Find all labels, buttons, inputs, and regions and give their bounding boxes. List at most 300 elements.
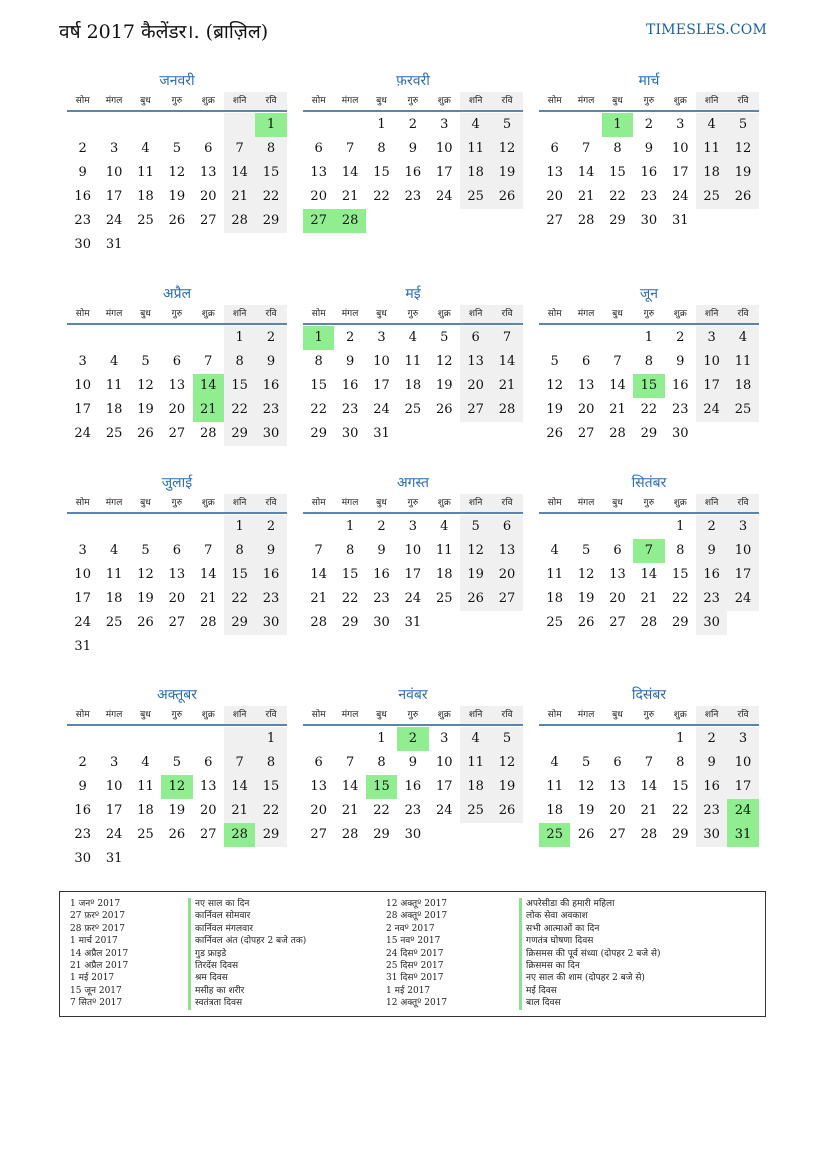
weekday-label: गुरु	[643, 96, 655, 106]
day-cell: 10	[105, 779, 123, 794]
day-cell: 19	[727, 161, 758, 185]
month-name: जून	[639, 286, 659, 302]
weekday-label: रवि	[491, 706, 522, 724]
day-cell: 7	[613, 354, 622, 369]
day-cell: 21	[199, 591, 217, 606]
weekday-label: गुरु	[171, 710, 183, 720]
day-cell: 5	[172, 755, 181, 770]
day-cell: 16	[74, 189, 91, 204]
day-cell: 6	[581, 354, 591, 369]
weekday-label: शुक्र	[673, 309, 687, 319]
holiday-day-cell: 2	[397, 727, 428, 751]
day-cell: 4	[550, 543, 559, 558]
weekday-header	[67, 494, 287, 514]
day-cell: 6	[460, 326, 491, 350]
day-cell: 27	[491, 587, 522, 611]
day-cell: 31	[105, 237, 123, 252]
holiday-day-cell: 1	[255, 113, 286, 137]
day-cell: 14	[640, 779, 658, 794]
weekday-label: शुक्र	[437, 309, 451, 319]
day-cell: 20	[310, 189, 327, 204]
month-name: अक्तूबर	[157, 687, 197, 703]
day-cell: 8	[644, 354, 653, 369]
empty-cell	[67, 515, 98, 539]
day-cell: 3	[109, 755, 119, 770]
day-cell: 19	[137, 402, 154, 417]
weekday-label: बुध	[376, 96, 387, 106]
holiday-name: सभी आत्माओं का दिन	[519, 923, 661, 935]
day-cell: 5	[440, 330, 449, 345]
weekday-label: बुध	[376, 309, 387, 319]
empty-cell	[303, 113, 334, 137]
day-cell: 15	[310, 378, 327, 393]
day-cell: 30	[671, 426, 689, 441]
day-cell: 18	[546, 591, 563, 606]
day-cell: 29	[224, 422, 255, 446]
day-cell: 5	[141, 543, 150, 558]
day-cell: 31	[671, 213, 689, 228]
weekday-header	[303, 92, 523, 112]
weekday-header	[303, 706, 523, 726]
day-cell: 18	[460, 775, 491, 799]
day-cell: 16	[696, 775, 727, 799]
day-cell: 25	[546, 615, 563, 630]
weekday-label: सोम	[75, 498, 90, 508]
day-cell: 3	[440, 731, 449, 746]
day-cell: 26	[491, 185, 522, 209]
day-cell: 28	[491, 398, 522, 422]
day-cell: 17	[435, 779, 453, 794]
day-cell: 3	[408, 519, 417, 534]
empty-cell	[570, 727, 601, 751]
day-cell: 13	[609, 567, 626, 582]
holiday-dates-column-2	[386, 898, 447, 1010]
day-cell: 16	[341, 378, 359, 393]
month-name: सितंबर	[631, 475, 667, 491]
day-cell: 18	[435, 567, 453, 582]
day-grid	[539, 515, 759, 635]
day-cell: 7	[345, 755, 355, 770]
day-cell: 24	[727, 587, 758, 611]
day-cell: 27	[460, 398, 491, 422]
day-cell: 9	[377, 543, 386, 558]
holiday-day-cell: 7	[633, 539, 664, 563]
day-cell: 3	[676, 117, 685, 132]
day-cell: 5	[491, 113, 522, 137]
day-grid	[303, 727, 523, 847]
day-cell: 23	[640, 189, 658, 204]
day-cell: 27	[310, 827, 327, 842]
day-cell: 26	[491, 799, 522, 823]
day-cell: 31	[74, 639, 91, 654]
weekday-header	[539, 494, 759, 514]
weekday-label: मंगल	[577, 498, 595, 508]
holiday-name: क्रिसमस की पूर्व संध्या (दोपहर 2 बजे से)	[519, 948, 661, 960]
day-cell: 22	[224, 587, 255, 611]
day-cell: 7	[314, 543, 323, 558]
day-cell: 28	[199, 615, 217, 630]
empty-cell	[193, 326, 224, 350]
weekday-label: सोम	[311, 498, 326, 508]
weekday-label: मंगल	[105, 498, 123, 508]
day-cell: 21	[341, 189, 359, 204]
day-cell: 17	[105, 189, 123, 204]
day-cell: 10	[74, 567, 91, 582]
day-cell: 22	[609, 189, 626, 204]
day-cell: 26	[577, 827, 595, 842]
day-cell: 18	[546, 803, 563, 818]
day-cell: 9	[408, 755, 417, 770]
page-title: वर्ष 2017 कैलेंडर।. (ब्राज़िल)	[59, 21, 269, 43]
day-cell: 6	[613, 543, 622, 558]
day-cell: 24	[105, 827, 123, 842]
day-cell: 23	[255, 398, 286, 422]
empty-cell	[67, 326, 98, 350]
day-cell: 24	[696, 398, 727, 422]
day-cell: 2	[696, 515, 727, 539]
day-cell: 4	[141, 755, 150, 770]
day-cell: 5	[550, 354, 559, 369]
empty-cell	[539, 727, 570, 751]
weekday-label: बुध	[376, 710, 387, 720]
day-cell: 22	[373, 189, 390, 204]
holiday-name: अपरेसीडा की हमारी महिला	[519, 898, 661, 910]
day-cell: 7	[644, 755, 653, 770]
day-cell: 20	[546, 189, 563, 204]
day-cell: 8	[255, 137, 286, 161]
weekday-label: शनि	[696, 92, 727, 110]
weekday-label: रवि	[255, 494, 286, 512]
day-cell: 2	[255, 515, 286, 539]
holiday-day-cell: 25	[539, 823, 570, 847]
weekday-label: मंगल	[105, 96, 123, 106]
weekday-label: शनि	[460, 494, 491, 512]
weekday-label: मंगल	[577, 710, 595, 720]
weekday-label: मंगल	[341, 498, 359, 508]
day-cell: 9	[408, 141, 417, 156]
empty-cell	[193, 727, 224, 751]
empty-cell	[602, 727, 633, 751]
day-cell: 20	[199, 803, 217, 818]
day-cell: 4	[408, 330, 417, 345]
day-cell: 26	[168, 213, 186, 228]
weekday-label: रवि	[491, 92, 522, 110]
weekday-label: गुरु	[171, 309, 183, 319]
weekday-label: सोम	[75, 710, 90, 720]
day-cell: 8	[377, 141, 386, 156]
weekday-label: सोम	[75, 309, 90, 319]
empty-cell	[303, 515, 334, 539]
holiday-name: नए साल की शाम (दोपहर 2 बजे से)	[519, 972, 661, 984]
day-cell: 26	[137, 426, 154, 441]
day-cell: 6	[172, 543, 181, 558]
empty-cell	[602, 515, 633, 539]
day-cell: 28	[577, 213, 595, 228]
day-cell: 31	[373, 426, 390, 441]
day-cell: 4	[440, 519, 449, 534]
day-cell: 26	[460, 587, 491, 611]
holiday-date: 1 मई 2017	[386, 985, 431, 996]
day-grid	[67, 113, 287, 257]
day-cell: 16	[404, 165, 422, 180]
day-cell: 11	[404, 354, 422, 369]
day-cell: 18	[105, 591, 123, 606]
day-cell: 9	[345, 354, 355, 369]
weekday-label: शुक्र	[201, 498, 215, 508]
day-cell: 27	[168, 426, 186, 441]
day-grid	[539, 727, 759, 847]
day-cell: 26	[168, 827, 186, 842]
weekday-label: गुरु	[171, 498, 183, 508]
month-calendar	[303, 472, 523, 635]
holiday-date: 27 फ़रº 2017	[70, 911, 125, 922]
day-cell: 15	[224, 563, 255, 587]
weekday-header	[539, 92, 759, 112]
day-cell: 8	[255, 751, 286, 775]
empty-cell	[602, 326, 633, 350]
holiday-names-column-2	[519, 898, 661, 1010]
day-cell: 29	[341, 615, 359, 630]
day-cell: 22	[310, 402, 327, 417]
weekday-label: सोम	[547, 498, 562, 508]
day-cell: 1	[377, 731, 386, 746]
empty-cell	[539, 515, 570, 539]
holiday-date: 1 मई 2017	[70, 973, 115, 984]
day-cell: 6	[172, 354, 181, 369]
day-cell: 16	[74, 803, 91, 818]
weekday-label: सोम	[311, 710, 326, 720]
weekday-header	[67, 706, 287, 726]
day-cell: 7	[491, 326, 522, 350]
day-cell: 6	[204, 141, 213, 156]
day-cell: 19	[460, 563, 491, 587]
day-cell: 16	[696, 563, 727, 587]
day-cell: 23	[74, 827, 91, 842]
day-cell: 15	[224, 374, 255, 398]
day-grid	[303, 326, 523, 446]
day-cell: 9	[255, 539, 286, 563]
holiday-name: तिरदेंस दिवस	[188, 960, 306, 972]
empty-cell	[161, 326, 192, 350]
day-cell: 26	[546, 426, 563, 441]
weekday-label: रवि	[491, 494, 522, 512]
day-cell: 6	[550, 141, 559, 156]
day-cell: 1	[377, 117, 386, 132]
day-cell: 30	[341, 426, 359, 441]
day-cell: 7	[204, 543, 213, 558]
day-cell: 11	[727, 350, 758, 374]
day-cell: 25	[404, 402, 422, 417]
day-cell: 24	[671, 189, 689, 204]
day-cell: 20	[310, 803, 327, 818]
day-cell: 4	[727, 326, 758, 350]
weekday-header	[303, 494, 523, 514]
day-cell: 13	[199, 165, 217, 180]
day-cell: 23	[404, 189, 422, 204]
holiday-name: मई दिवस	[519, 985, 661, 997]
day-cell: 8	[345, 543, 355, 558]
holiday-day-cell: 15	[633, 374, 664, 398]
day-cell: 3	[727, 515, 758, 539]
day-cell: 16	[404, 779, 422, 794]
day-cell: 19	[168, 803, 186, 818]
weekday-label: बुध	[140, 96, 151, 106]
day-cell: 17	[373, 378, 390, 393]
day-grid	[539, 113, 759, 233]
empty-cell	[130, 727, 161, 751]
day-cell: 19	[546, 402, 563, 417]
day-cell: 25	[105, 615, 123, 630]
weekday-label: सोम	[547, 710, 562, 720]
day-cell: 5	[581, 755, 591, 770]
day-cell: 10	[435, 141, 453, 156]
weekday-header	[303, 305, 523, 325]
weekday-header	[539, 305, 759, 325]
day-cell: 2	[408, 117, 417, 132]
empty-cell	[224, 727, 255, 751]
day-cell: 3	[78, 543, 87, 558]
day-cell: 13	[199, 779, 217, 794]
day-cell: 31	[404, 615, 422, 630]
day-cell: 9	[78, 165, 87, 180]
day-cell: 19	[491, 775, 522, 799]
weekday-label: बुध	[376, 498, 387, 508]
day-cell: 20	[577, 402, 595, 417]
day-cell: 21	[577, 189, 595, 204]
weekday-label: बुध	[612, 710, 623, 720]
day-cell: 29	[373, 827, 390, 842]
day-cell: 30	[373, 615, 390, 630]
day-cell: 11	[546, 779, 563, 794]
day-cell: 24	[404, 591, 422, 606]
day-cell: 11	[696, 137, 727, 161]
day-cell: 7	[345, 141, 355, 156]
day-cell: 27	[199, 213, 217, 228]
weekday-label: रवि	[255, 305, 286, 323]
day-cell: 22	[255, 799, 286, 823]
weekday-label: मंगल	[577, 96, 595, 106]
day-cell: 28	[310, 615, 327, 630]
day-cell: 22	[341, 591, 359, 606]
day-cell: 27	[546, 213, 563, 228]
day-cell: 29	[310, 426, 327, 441]
day-cell: 6	[314, 755, 323, 770]
weekday-label: शनि	[224, 494, 255, 512]
day-cell: 11	[460, 137, 491, 161]
day-cell: 15	[373, 165, 390, 180]
holiday-date: 14 अप्रैल 2017	[70, 948, 129, 959]
weekday-label: बुध	[140, 710, 151, 720]
weekday-label: शनि	[460, 92, 491, 110]
day-cell: 27	[577, 426, 595, 441]
weekday-label: सोम	[311, 96, 326, 106]
holiday-date: 25 दिसº 2017	[386, 960, 444, 971]
day-cell: 17	[74, 402, 91, 417]
day-cell: 1	[224, 326, 255, 350]
day-grid	[67, 727, 287, 871]
day-cell: 23	[341, 402, 359, 417]
day-cell: 12	[546, 378, 563, 393]
empty-cell	[130, 326, 161, 350]
day-cell: 10	[696, 350, 727, 374]
day-cell: 23	[255, 587, 286, 611]
weekday-label: सोम	[547, 309, 562, 319]
day-cell: 21	[310, 591, 327, 606]
day-cell: 24	[105, 213, 123, 228]
weekday-label: रवि	[727, 305, 758, 323]
day-cell: 18	[727, 374, 758, 398]
day-cell: 14	[640, 567, 658, 582]
day-cell: 29	[255, 209, 286, 233]
day-cell: 15	[609, 165, 626, 180]
day-cell: 30	[255, 422, 286, 446]
day-cell: 8	[224, 539, 255, 563]
weekday-label: शुक्र	[201, 96, 215, 106]
day-cell: 1	[644, 330, 653, 345]
site-link[interactable]: TIMESLES.COM	[646, 22, 767, 38]
day-cell: 22	[671, 803, 689, 818]
day-cell: 3	[440, 117, 449, 132]
empty-cell	[161, 515, 192, 539]
day-cell: 12	[168, 165, 186, 180]
day-cell: 17	[727, 563, 758, 587]
day-cell: 25	[460, 799, 491, 823]
holiday-day-cell: 12	[161, 775, 192, 799]
day-cell: 14	[341, 779, 359, 794]
day-cell: 14	[310, 567, 327, 582]
day-cell: 19	[577, 803, 595, 818]
month-calendar	[539, 70, 759, 233]
day-cell: 13	[491, 539, 522, 563]
day-cell: 28	[640, 827, 658, 842]
day-cell: 25	[137, 827, 154, 842]
day-cell: 16	[255, 374, 286, 398]
day-cell: 11	[105, 378, 123, 393]
day-cell: 22	[373, 803, 390, 818]
holiday-name: क्रिसमस का दिन	[519, 960, 661, 972]
weekday-label: रवि	[727, 706, 758, 724]
day-cell: 12	[435, 354, 453, 369]
day-cell: 25	[137, 213, 154, 228]
day-cell: 17	[696, 374, 727, 398]
weekday-label: शनि	[224, 92, 255, 110]
empty-cell	[161, 113, 192, 137]
day-cell: 9	[255, 350, 286, 374]
weekday-label: गुरु	[407, 309, 419, 319]
day-cell: 18	[460, 161, 491, 185]
holiday-name: लोक सेवा अवकाश	[519, 910, 661, 922]
day-cell: 12	[491, 137, 522, 161]
month-calendar	[303, 684, 523, 847]
empty-cell	[130, 113, 161, 137]
day-cell: 12	[137, 378, 154, 393]
day-cell: 24	[435, 803, 453, 818]
weekday-label: गुरु	[643, 710, 655, 720]
day-cell: 16	[640, 165, 658, 180]
day-cell: 25	[696, 185, 727, 209]
weekday-label: शुक्र	[201, 710, 215, 720]
day-cell: 1	[345, 519, 355, 534]
month-name: फ़रवरी	[396, 73, 430, 89]
day-cell: 12	[577, 567, 595, 582]
day-cell: 20	[168, 591, 186, 606]
day-cell: 14	[491, 350, 522, 374]
day-cell: 13	[460, 350, 491, 374]
day-cell: 28	[609, 426, 626, 441]
day-cell: 3	[727, 727, 758, 751]
day-cell: 21	[491, 374, 522, 398]
day-cell: 2	[255, 326, 286, 350]
